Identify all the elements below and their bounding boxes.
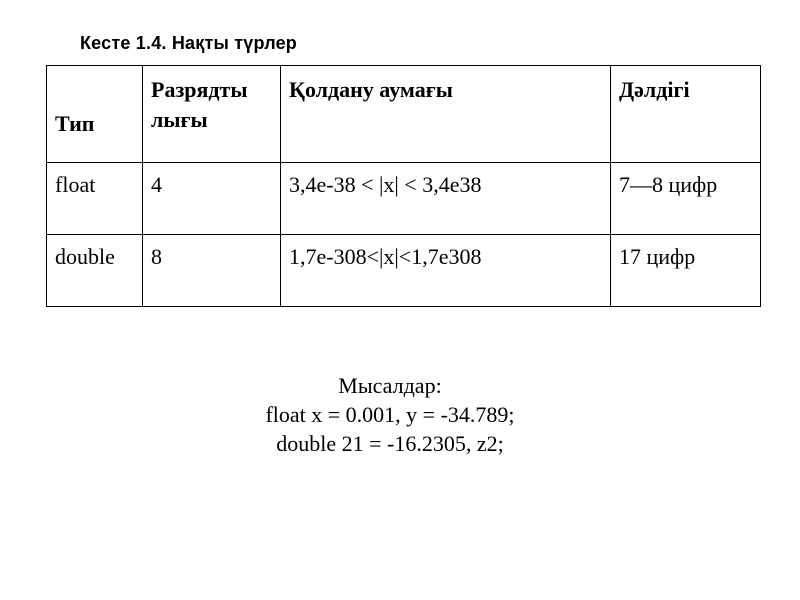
cell-range: 1,7e-308<|x|<1,7e308 bbox=[281, 235, 611, 307]
table-row bbox=[47, 235, 761, 307]
examples-block bbox=[0, 371, 780, 458]
header-type: Тип bbox=[47, 66, 143, 163]
header-range: Қолдану аумағы bbox=[281, 66, 611, 163]
example-line-double: double 21 = -16.2305, z2; bbox=[276, 431, 504, 456]
cell-type: float bbox=[47, 163, 143, 235]
table-caption: Кесте 1.4. Нақты түрлер bbox=[80, 33, 298, 53]
table-row bbox=[47, 163, 761, 235]
cell-bits: 4 bbox=[143, 163, 281, 235]
real-types-table bbox=[46, 65, 761, 307]
header-precision: Дәлдігі bbox=[611, 66, 761, 163]
cell-bits: 8 bbox=[143, 235, 281, 307]
example-line-float: float x = 0.001, y = -34.789; bbox=[265, 402, 515, 427]
examples-title: Мысалдар: bbox=[338, 373, 442, 398]
header-bit-depth-line2: лығы bbox=[151, 107, 208, 132]
cell-precision: 7—8 цифр bbox=[611, 163, 761, 235]
header-bit-depth-line1: Разрядты bbox=[151, 77, 248, 102]
cell-range: 3,4e-38 < |x| < 3,4e38 bbox=[281, 163, 611, 235]
table-header-row bbox=[47, 66, 761, 163]
cell-type: double bbox=[47, 235, 143, 307]
cell-precision: 17 цифр bbox=[611, 235, 761, 307]
header-bit-depth bbox=[143, 66, 281, 163]
